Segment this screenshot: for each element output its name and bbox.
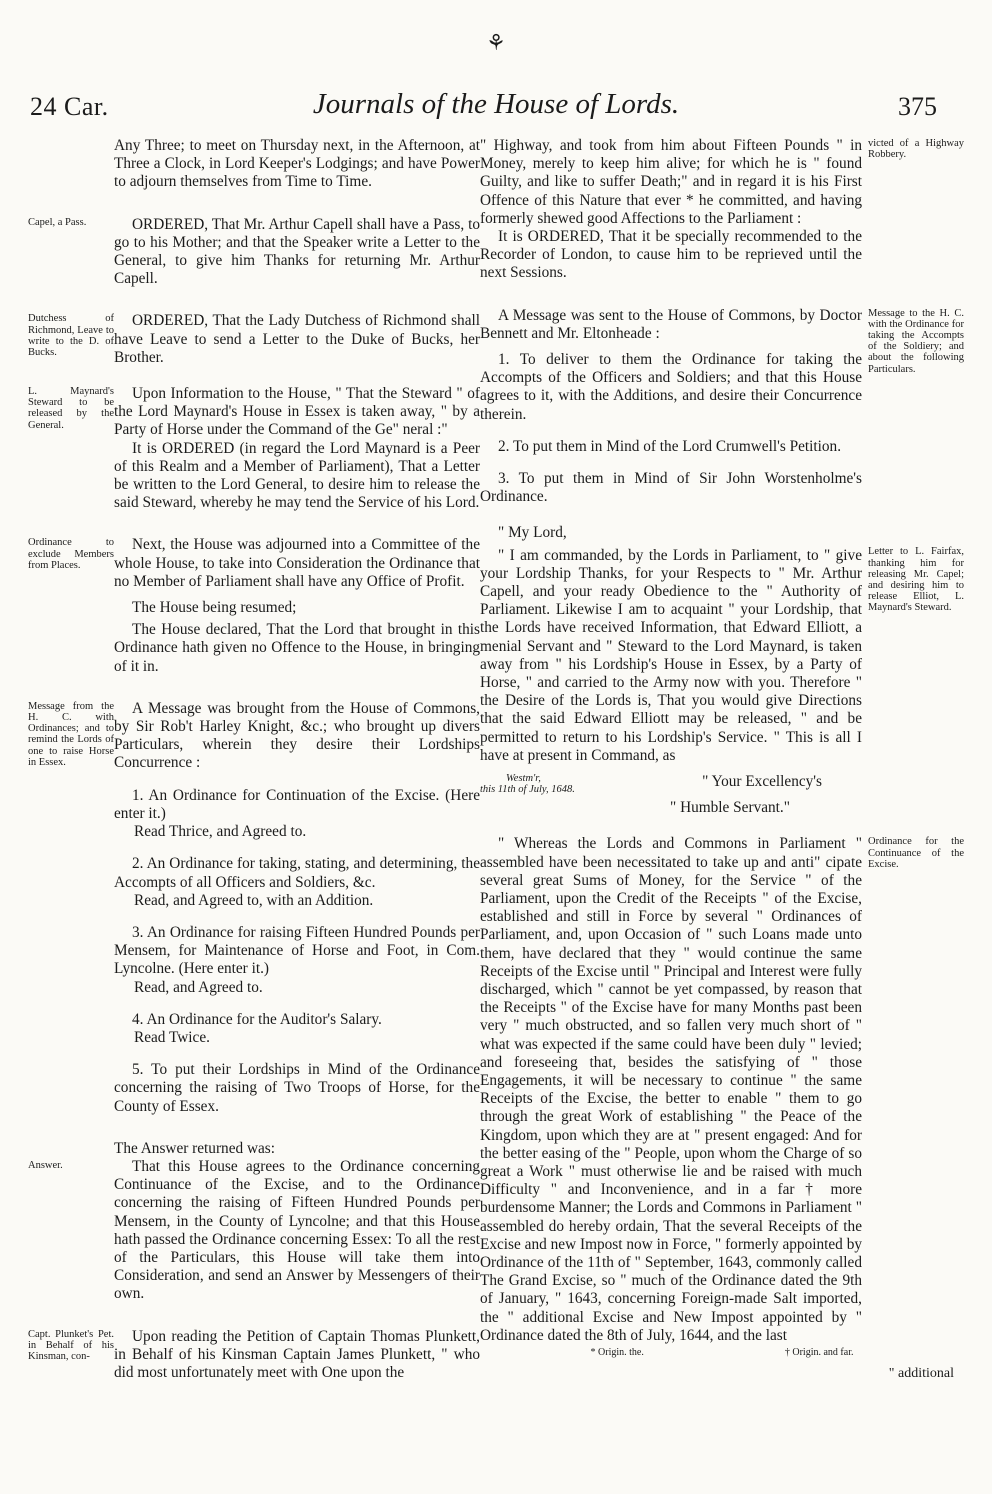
left-column <box>28 137 480 1382</box>
margin-note: Dutchess of Richmond, Leave to write to the D. of Bucks. <box>28 313 114 359</box>
running-head-left: 24 Car. <box>30 92 109 121</box>
paragraph: " Highway, and took from him about Fifteen Pounds " in Money, merely to keep him alive; for which he is " found Guilty, and like to suffer Death;" and in regard it is his First Offence of this Nature that ever * he committed, and having formerly shewed good Affections to the Parliament : <box>480 137 862 227</box>
margin-note: Ordinance for the Continuance of the Excise. <box>868 836 964 870</box>
paragraph: Upon Information to the House, " That the Steward " of the Lord Maynard's House in Essex is taken away, " by a Party of Horse under the Command of the Ge" neral :" <box>114 385 480 439</box>
page-number: 375 <box>898 92 937 121</box>
letter-place: Westm'r, <box>506 773 541 785</box>
entry-message-sent <box>480 307 964 507</box>
entry-ordinance-members <box>28 536 480 675</box>
paragraph: It is ORDERED (in regard the Lord Maynard is a Peer of this Realm and a Member of Parliament), That a Letter be written to the Lord General, to desire him to release the said Steward, whereby he may tend the Service of his Lord. <box>114 439 480 512</box>
ornament-icon: ⚘ <box>486 30 506 55</box>
list-item: 1. An Ordinance for Continuation of the Excise. (Here enter it.) <box>114 786 480 822</box>
list-item: 5. To put their Lordships in Mind of the Ordinance concerning the raising of Two Troops of Horse, for the County of Essex. <box>114 1061 480 1115</box>
paragraph: That this House agrees to the Ordinance concerning Continuance of the Excise, and to the Ordinance concerning the raising of Fifteen Hundred Pounds per Mensem, in the County of Lyncolne; and that this House hath passed the Ordinance concerning Essex: To all the rest of the Particulars, this House will take them into Consideration, and send an Answer by Messengers of their own. <box>114 1157 480 1303</box>
right-column <box>480 137 964 1383</box>
list-note: Read, and Agreed to. <box>134 978 263 996</box>
footnote: * Origin. the. <box>590 1346 644 1358</box>
letter-signoff: " Humble Servant." <box>670 799 790 817</box>
paragraph: The House declared, That the Lord that brought in this Ordinance hath given no Offence to the House, in bringing of it in. <box>114 621 480 675</box>
list-item: 4. An Ordinance for the Auditor's Salary. <box>132 1010 382 1028</box>
paragraph: " Whereas the Lords and Commons in Parliament " assembled have been necessitated to take up and anti" cipate several great Sums of Money, for the Service " of the Parliament, upon the Credit of the Receipts " of the Excise, established and still in Force by several " Ordinances of Parliament, and, upon Occasion of " such Loans made unto them, have declared that they " would continue the same Receipts of the Excise until " Principal and Interest were fully discharged, which " cannot be yet compassed, by reason that the Receipts " of the Excise have for many Months past been very " much obstructed, and so fallen very much short of " what was expected if the same could have been duly " levied; and foreseeing that, besides the satisfying of " those Engagements, it will be necessary to continue " the same Receipts of the Excise, the better to enable " them to go through the great Work of establishing " the Peace of the Kingdom, upon which they are at " present engaged: And for the better easing of the " People, upon whom the Charge of so great a Work " must otherwise lie and be raised with much Difficulty " and Inconvenience, and in a far † more burdensome Manner; the Lords and Commons in Parliament " assembled do hereby ordain, That the several Receipts of the Excise and new Impost now in Force, " formerly appointed by Ordinance of the 11th of " September, 1643, commonly called The Grand Excise, so " much of the Ordinance dated the 9th of January, " 1643, concerning Foreign-made Salt imported, the " additional Excise and New Impost appointed by " Ordinance dated the 8th of July, 1644, and the last <box>480 835 862 1344</box>
entry-answer <box>28 1140 480 1304</box>
entry-letter <box>480 524 964 817</box>
list-note: Read Twice. <box>134 1028 210 1046</box>
paragraph: Next, the House was adjourned into a Committee of the whole House, to take into Consideration the Ordinance that no Member of Parliament shall have any Office of Profit. <box>114 536 480 590</box>
list-note: Read, and Agreed to, with an Addition. <box>134 891 374 909</box>
list-item: 2. To put them in Mind of the Lord Crumwell's Petition. <box>498 437 842 455</box>
paragraph: ORDERED, That Mr. Arthur Capell shall have a Pass, to go to his Mother; and that the Speaker write a Letter to the General, to give him Thanks for returning Mr. Arthur Capell. <box>114 215 480 288</box>
entry-message-commons <box>28 700 480 1116</box>
margin-note: Message from the H. C. with Ordinances; and to remind the Lords of one to raise Horse in Essex. <box>28 700 114 768</box>
paragraph: ORDERED, That the Lady Dutchess of Richmond shall have Leave to send a Letter to the Duke of Bucks, her Brother. <box>114 312 480 366</box>
entry-plunkett <box>28 1328 480 1383</box>
entry-maynard-steward <box>28 385 480 512</box>
paragraph: The House being resumed; <box>132 599 297 617</box>
list-item: 1. To deliver to them the Ordinance for taking the Accompts of the Officers and Soldiers; and that this House agrees to it, with the Additions, and desire their Concurrence therein. <box>480 351 862 423</box>
entry-capel-pass <box>28 216 480 289</box>
margin-note: Capel, a Pass. <box>28 216 87 228</box>
list-item: 3. To put them in Mind of Sir John Worstenholme's Ordinance. <box>480 470 862 506</box>
paragraph: Any Three; to meet on Thursday next, in the Afternoon, at Three a Clock, in Lord Keeper's Lodgings; and have Power to adjourn themselves from Time to Time. <box>114 137 480 191</box>
answer-heading: The Answer returned was: <box>114 1139 275 1157</box>
footnotes <box>520 1347 924 1359</box>
margin-note: Answer. <box>28 1159 63 1171</box>
margin-note <box>28 137 114 138</box>
letter-date: this 11th of July, 1648. <box>480 784 575 796</box>
entry-excise-ordinance <box>480 835 964 1345</box>
entry-plunkett-cont <box>480 137 964 283</box>
margin-note: Ordinance to exclude Members from Places. <box>28 537 114 571</box>
list-note: Read Thrice, and Agreed to. <box>134 823 307 841</box>
entry-dutchess <box>28 312 480 367</box>
letter-closing: " Your Excellency's <box>702 773 822 791</box>
page-title: Journals of the House of Lords. <box>312 88 680 120</box>
paragraph: " I am commanded, by the Lords in Parliament, to " give your Lordship Thanks, for your Respects to " Mr. Arthur Capell, and your ready Obedience to the " Authority of Parliament. Likewise I am to acquaint " your Lordship, that the Lords have received Information, that Edward Elliott, a menial Servant and " Steward to the Lord Maynard, is taken away from " his Lordship's House in Essex, by a Party of Horse, " and carried to the Army now with you. Therefore " the Desire of the Lords is, That you would give Directions that the said Edward Elliott may be released, " and be permitted to return to his Lordship's Service. " This is all I have at present in Command, as <box>480 546 862 764</box>
footnote: † Origin. and far. <box>784 1346 854 1358</box>
entry-committee <box>28 137 480 192</box>
list-item: 3. An Ordinance for raising Fifteen Hundred Pounds per Mensem, for Maintenance of Horse and Foot, in Com. Lyncolne. (Here enter it.) <box>114 923 480 978</box>
salutation: " My Lord, <box>498 524 567 542</box>
margin-note: Message to the H. C. with the Ordinance for taking the Accompts of the Soldiery; and about the following Particulars. <box>868 307 964 375</box>
margin-note: L. Maynard's Steward to be released by the General. <box>28 386 114 431</box>
margin-note: Letter to L. Fairfax, thanking him for releasing Mr. Capel; and desiring him to release Elliot, L. Maynard's Steward. <box>868 546 964 614</box>
catchword: " additional <box>888 1365 954 1381</box>
margin-note: victed of a Highway Robbery. <box>868 138 964 161</box>
list-item: 2. An Ordinance for taking, stating, and determining, the Accompts of all Officers and Soldiers, &c. <box>114 855 480 891</box>
paragraph: Upon reading the Petition of Captain Thomas Plunkett, in Behalf of his Kinsman Captain James Plunkett, " who did most unfortunately meet with One upon the <box>114 1327 480 1381</box>
paragraph: A Message was brought from the House of Commons, by Sir Rob't Harley Knight, &c.; who brought up divers Particulars, wherein they desire their Lordships Concurrence : <box>114 699 480 772</box>
paragraph: It is ORDERED, That it be specially recommended to the Recorder of London, to cause him to be reprieved until the next Sessions. <box>480 228 862 282</box>
margin-note: Capt. Plunket's Pet. in Behalf of his Kinsman, con- <box>28 1328 114 1362</box>
paragraph: A Message was sent to the House of Commons, by Doctor Bennett and Mr. Eltonheade : <box>480 306 862 342</box>
